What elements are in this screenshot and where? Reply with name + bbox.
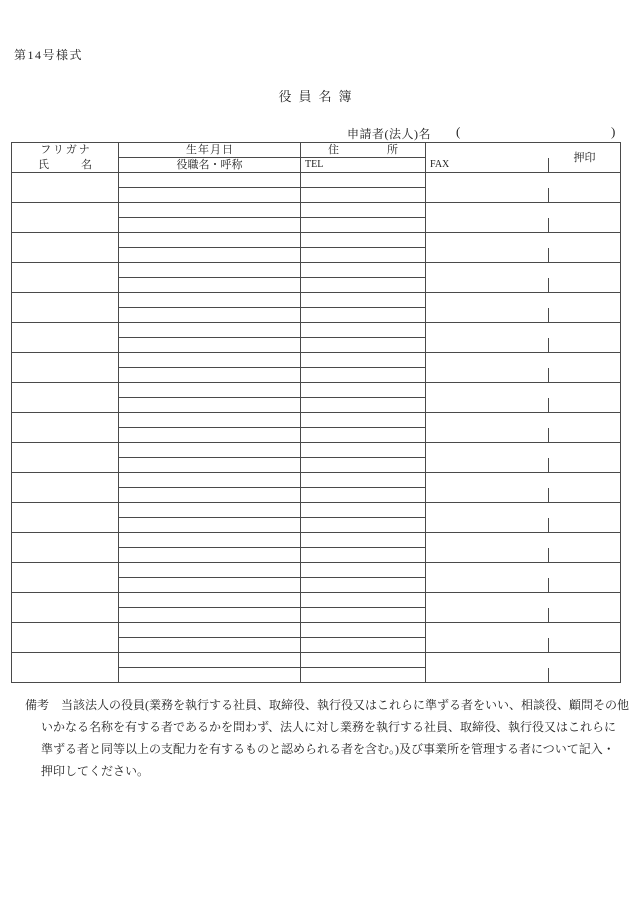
tel-cell: [301, 248, 426, 263]
form-number-label: 第14号様式: [14, 48, 84, 62]
name-cell: [12, 263, 119, 293]
birthdate-cell: [119, 593, 301, 608]
fax-cell: [426, 608, 549, 623]
tel-cell: [301, 428, 426, 443]
role-cell: [119, 338, 301, 353]
header-stamp-cell: 押印: [549, 143, 621, 173]
tel-cell: [301, 398, 426, 413]
role-cell: [119, 398, 301, 413]
role-cell: [119, 278, 301, 293]
address-cell: [301, 173, 426, 188]
role-cell: [119, 368, 301, 383]
stamp-cell: [549, 473, 621, 503]
stamp-cell: [549, 203, 621, 233]
fax-cell: [426, 578, 549, 593]
tel-cell: [301, 608, 426, 623]
address-cell: [301, 623, 426, 638]
name-cell: [12, 623, 119, 653]
name-cell: [12, 323, 119, 353]
stamp-cell: [549, 233, 621, 263]
role-cell: [119, 458, 301, 473]
address-cell: [301, 203, 426, 218]
name-cell: [12, 233, 119, 263]
birthdate-cell: [119, 383, 301, 398]
tel-cell: [301, 278, 426, 293]
birthdate-cell: [119, 443, 301, 458]
role-cell: [119, 308, 301, 323]
role-cell: [119, 608, 301, 623]
fax-cell: [426, 668, 549, 683]
tel-cell: [301, 488, 426, 503]
stamp-cell: [549, 533, 621, 563]
name-cell: [12, 443, 119, 473]
stamp-cell: [549, 263, 621, 293]
birthdate-cell: [119, 203, 301, 218]
birthdate-cell: [119, 533, 301, 548]
tel-cell: [301, 518, 426, 533]
header-birthdate-cell: 生年月日: [119, 143, 301, 158]
stamp-cell: [549, 623, 621, 653]
name-cell: [12, 473, 119, 503]
tel-cell: [301, 578, 426, 593]
fax-cell: [426, 278, 549, 293]
role-cell: [119, 638, 301, 653]
tel-cell: [301, 338, 426, 353]
address-cell: [301, 233, 426, 248]
fax-cell: [426, 368, 549, 383]
birthdate-cell: [119, 503, 301, 518]
fax-cell: [426, 398, 549, 413]
name-cell: [12, 563, 119, 593]
birthdate-cell: [119, 323, 301, 338]
address-cell: [301, 473, 426, 488]
address-cell: [301, 383, 426, 398]
page-title-row: [0, 86, 630, 106]
address-cell: [301, 503, 426, 518]
note-line: 準ずる者と同等以上の支配力を有するものと認められる者を含む。)及び事業所を管理する者について記入・: [41, 742, 615, 756]
stamp-cell: [549, 653, 621, 683]
birthdate-cell: [119, 293, 301, 308]
role-cell: [119, 668, 301, 683]
fax-cell: [426, 308, 549, 323]
header-address-cell: 住 所: [301, 143, 426, 158]
birthdate-cell: [119, 353, 301, 368]
stamp-cell: [549, 323, 621, 353]
header-furigana-label: フリガナ: [40, 144, 92, 157]
birthdate-cell: [119, 473, 301, 488]
tel-cell: [301, 548, 426, 563]
birthdate-cell: [119, 563, 301, 578]
header-fax-cell: FAX: [426, 158, 549, 173]
fax-cell: [426, 638, 549, 653]
address-cell: [301, 323, 426, 338]
name-cell: [12, 593, 119, 623]
note-block: [25, 694, 630, 782]
fax-cell: [426, 338, 549, 353]
stamp-cell: [549, 413, 621, 443]
tel-cell: [301, 638, 426, 653]
tel-cell: [301, 668, 426, 683]
stamp-cell: [549, 293, 621, 323]
tel-cell: [301, 308, 426, 323]
stamp-cell: [549, 353, 621, 383]
address-cell: [301, 413, 426, 428]
fax-cell: [426, 548, 549, 563]
role-cell: [119, 518, 301, 533]
name-cell: [12, 293, 119, 323]
officer-table: [11, 142, 621, 683]
address-cell: [301, 593, 426, 608]
header-role-cell: 役職名・呼称: [119, 158, 301, 173]
address-cell: [301, 293, 426, 308]
fax-cell: [426, 518, 549, 533]
applicant-paren-close: ): [611, 124, 616, 139]
address-cell: [301, 653, 426, 668]
tel-cell: [301, 218, 426, 233]
address-cell: [301, 563, 426, 578]
note-line: 押印してください。: [41, 764, 150, 778]
role-cell: [119, 548, 301, 563]
birthdate-cell: [119, 173, 301, 188]
header-furigana-name-cell: [12, 143, 119, 173]
applicant-paren-open: (: [456, 124, 461, 139]
name-cell: [12, 503, 119, 533]
note-line: 備考 当該法人の役員(業務を執行する社員、取締役、執行役又はこれらに準ずる者をいい、相談役、顧問その他: [25, 698, 630, 712]
header-name-label: 氏 名: [38, 158, 92, 171]
name-cell: [12, 173, 119, 203]
name-cell: [12, 413, 119, 443]
tel-cell: [301, 368, 426, 383]
page-title: 役員名簿: [278, 89, 359, 104]
applicant-name-label: 申請者(法人)名: [347, 127, 431, 141]
name-cell: [12, 533, 119, 563]
note-line: いかなる名称を有する者であるかを問わず、法人に対し業務を執行する社員、取締役、執行役又はこれらに: [41, 720, 617, 734]
address-cell: [301, 533, 426, 548]
fax-cell: [426, 458, 549, 473]
tel-cell: [301, 458, 426, 473]
birthdate-cell: [119, 233, 301, 248]
header-tel-cell: TEL: [301, 158, 426, 173]
role-cell: [119, 218, 301, 233]
stamp-cell: [549, 173, 621, 203]
fax-cell: [426, 488, 549, 503]
birthdate-cell: [119, 263, 301, 278]
birthdate-cell: [119, 653, 301, 668]
role-cell: [119, 578, 301, 593]
birthdate-cell: [119, 623, 301, 638]
address-cell: [301, 263, 426, 278]
fax-cell: [426, 428, 549, 443]
stamp-cell: [549, 563, 621, 593]
role-cell: [119, 248, 301, 263]
address-cell: [301, 443, 426, 458]
name-cell: [12, 383, 119, 413]
name-cell: [12, 353, 119, 383]
stamp-cell: [549, 593, 621, 623]
address-cell: [301, 353, 426, 368]
stamp-cell: [549, 383, 621, 413]
role-cell: [119, 488, 301, 503]
stamp-cell: [549, 443, 621, 473]
stamp-cell: [549, 503, 621, 533]
role-cell: [119, 188, 301, 203]
name-cell: [12, 203, 119, 233]
role-cell: [119, 428, 301, 443]
name-cell: [12, 653, 119, 683]
fax-cell: [426, 218, 549, 233]
fax-cell: [426, 248, 549, 263]
tel-cell: [301, 188, 426, 203]
birthdate-cell: [119, 413, 301, 428]
fax-cell: [426, 188, 549, 203]
